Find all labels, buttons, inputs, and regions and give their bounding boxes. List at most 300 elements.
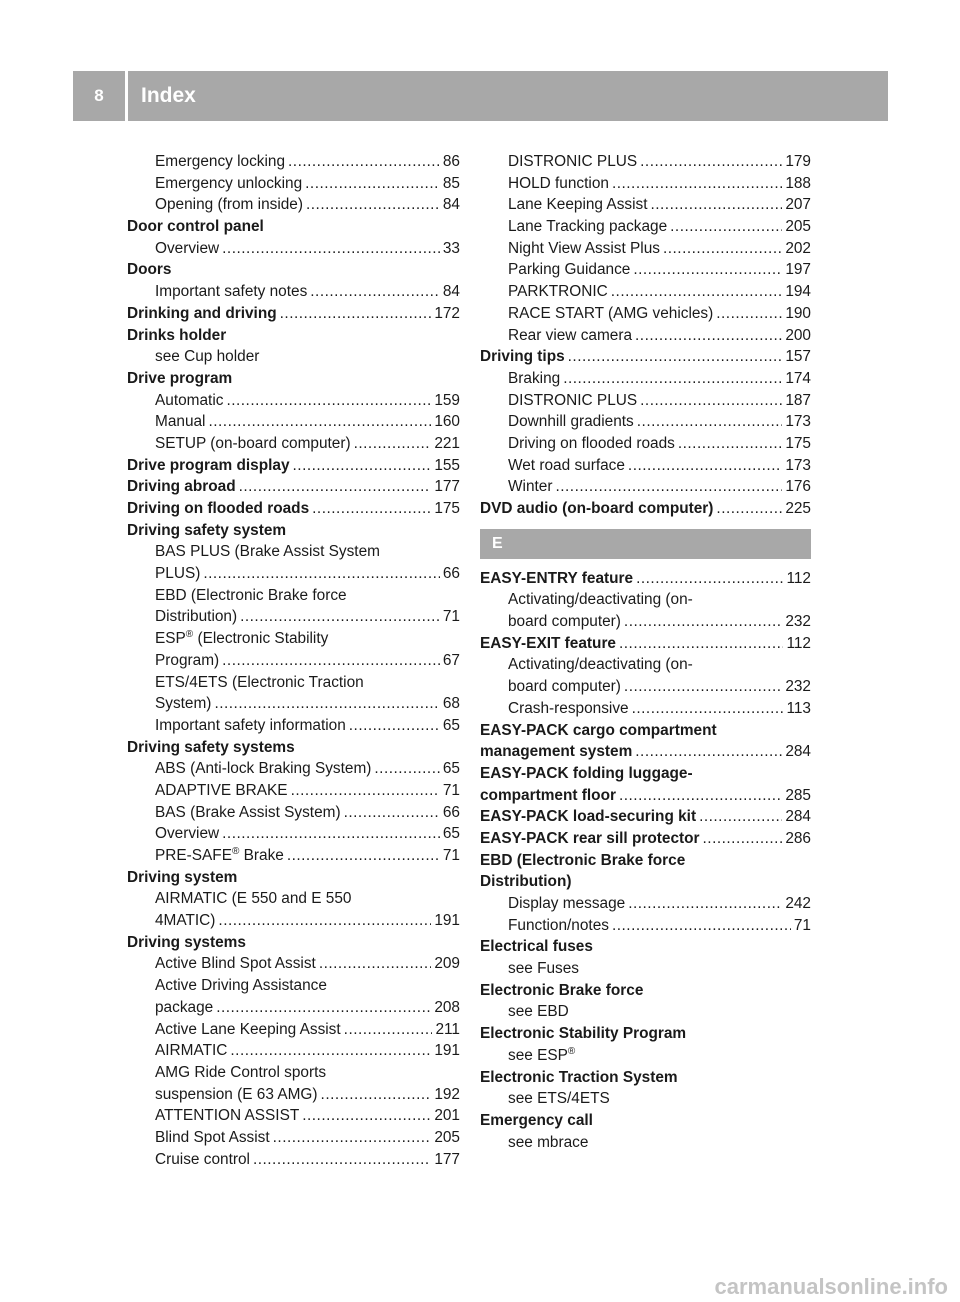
entry-text: Cruise control: [155, 1150, 250, 1168]
page-title: Index: [141, 84, 196, 107]
index-subentry: [127, 1062, 460, 1084]
entry-label: [155, 802, 341, 824]
entry-label: [508, 476, 552, 498]
entry-label: [508, 194, 647, 216]
dot-leader: [203, 563, 440, 585]
index-subentry: [480, 390, 811, 412]
entry-text: Driving safety system: [127, 521, 287, 539]
dot-leader: [703, 828, 783, 850]
page-reference: 190: [785, 304, 811, 322]
entry-label: [508, 368, 560, 390]
page-reference: 192: [434, 1085, 460, 1103]
page-reference: 172: [434, 304, 460, 322]
entry-text: PLUS): [155, 565, 201, 583]
index-subentry: [480, 259, 811, 281]
index-subentry: [480, 281, 811, 303]
page-reference: 68: [442, 695, 460, 713]
entry-label: [480, 1023, 686, 1045]
index-subentry: [127, 693, 460, 715]
index-subentry: [480, 238, 811, 260]
entry-text: PARKTRONIC: [508, 283, 608, 301]
page-reference: 112: [786, 569, 811, 587]
dot-leader: [291, 780, 440, 802]
entry-text: Parking Guidance: [508, 261, 631, 279]
dot-leader: [612, 173, 782, 195]
page-reference: 225: [785, 500, 811, 517]
entry-label: [127, 932, 246, 954]
entry-text: ATTENTION ASSIST: [155, 1107, 300, 1125]
entry-label: [155, 194, 303, 216]
index-subentry: [480, 915, 811, 937]
dot-leader: [670, 216, 782, 238]
page-reference: 66: [442, 565, 460, 583]
page-reference: 202: [785, 239, 811, 257]
index-subentry: [127, 1127, 460, 1149]
page-reference: 286: [785, 829, 811, 847]
index-subentry: [480, 368, 811, 390]
page-reference: 84: [442, 196, 460, 214]
page-reference: 113: [786, 699, 811, 717]
index-entry: [127, 932, 460, 954]
index-entry: [480, 936, 811, 958]
page-reference: 65: [442, 825, 460, 843]
page-reference: 160: [434, 413, 460, 431]
index-entry: [480, 720, 811, 742]
entry-text: Drive program display: [127, 456, 290, 474]
dot-leader: [319, 953, 431, 975]
index-subentry: [127, 1149, 460, 1171]
entry-label: [155, 541, 380, 563]
entry-label: [508, 173, 609, 195]
entry-text: Active Lane Keeping Assist: [155, 1020, 341, 1038]
page-reference: 211: [435, 1020, 460, 1038]
dot-leader: [563, 368, 782, 390]
entry-text: EASY-PACK folding luggage-: [480, 764, 693, 782]
index-subentry: [480, 173, 811, 195]
entry-text: Display message: [508, 895, 626, 912]
entry-label: [508, 455, 625, 477]
entry-text: management system: [480, 743, 633, 761]
page-reference: 187: [785, 391, 811, 409]
entry-label: [480, 1110, 593, 1132]
entry-label: [127, 325, 226, 347]
index-entry: [480, 806, 811, 828]
dot-leader: [555, 476, 782, 498]
entry-text: BAS (Brake Assist System): [155, 803, 341, 821]
page-reference: 65: [442, 760, 460, 778]
entry-text: Function/notes: [508, 916, 609, 934]
index-subentry: [127, 563, 460, 585]
index-subentry: [480, 303, 811, 325]
index-subentry: [127, 997, 460, 1019]
page-reference: 155: [434, 456, 460, 474]
entry-label: [508, 676, 621, 698]
page-reference: 174: [785, 369, 811, 387]
entry-text: PRE-SAFE: [155, 847, 232, 864]
entry-label: [480, 568, 633, 590]
entry-text: suspension (E 63 AMG): [155, 1085, 318, 1103]
index-entry: [480, 1110, 811, 1132]
index-subentry: [127, 823, 460, 845]
entry-text: Important safety notes: [155, 283, 308, 301]
page-reference: 85: [442, 174, 460, 192]
entry-text: DISTRONIC PLUS: [508, 153, 638, 170]
entry-label: [155, 1019, 341, 1041]
index-subentry: [480, 1001, 811, 1023]
entry-label: [480, 741, 632, 763]
entry-text: EBD (Electronic Brake force: [155, 586, 347, 604]
page-reference: 173: [785, 456, 811, 474]
entry-text: Driving on flooded roads: [127, 500, 310, 517]
index-entry: [127, 476, 460, 498]
registered-mark: ®: [185, 629, 194, 640]
entry-label: [127, 737, 295, 759]
page-reference: 285: [785, 786, 811, 804]
page-reference: 194: [785, 283, 811, 301]
entry-text-continued: (Electronic Stability: [193, 630, 329, 648]
entry-text: Electronic Traction System: [480, 1068, 678, 1086]
index-subentry: [127, 238, 460, 260]
entry-text: HOLD function: [508, 174, 609, 192]
index-subentry: [480, 151, 811, 173]
entry-text: Distribution): [155, 608, 238, 626]
dot-leader: [640, 151, 782, 173]
index-entry: [480, 1067, 811, 1089]
index-subentry: [480, 589, 811, 611]
index-subentry: [127, 1105, 460, 1127]
index-subentry: [127, 780, 460, 802]
dot-leader: [306, 194, 440, 216]
entry-label: [508, 325, 632, 347]
index-entry: [480, 763, 811, 785]
entry-text: Distribution): [480, 873, 572, 891]
entry-label: [508, 151, 637, 173]
entry-text: Activating/deactivating (on-: [508, 591, 693, 609]
entry-text: DVD audio (on-board computer): [480, 500, 714, 517]
entry-text: Electronic Brake force: [480, 981, 644, 999]
entry-text: Automatic: [155, 391, 224, 409]
entry-label: [508, 915, 609, 937]
entry-label: [508, 433, 675, 455]
page-reference: 221: [434, 434, 460, 452]
entry-text: 4MATIC): [155, 912, 216, 930]
entry-text: Door control panel: [127, 218, 264, 236]
index-subentry: [127, 845, 460, 867]
index-subentry: [127, 953, 460, 975]
page-reference: 175: [434, 500, 460, 517]
entry-text: Driving system: [127, 868, 238, 886]
page-header: [73, 71, 888, 121]
entry-text: Driving systems: [127, 933, 246, 951]
entry-text: Wet road surface: [508, 456, 625, 474]
entry-label: [155, 1127, 270, 1149]
entry-text: Crash-responsive: [508, 699, 629, 717]
page-reference: 205: [434, 1128, 460, 1146]
dot-leader: [624, 611, 782, 633]
entry-label: [127, 368, 232, 390]
page-reference: 207: [785, 196, 811, 214]
page-reference: 197: [785, 261, 811, 279]
page-reference: 205: [785, 218, 811, 236]
page-reference: 242: [785, 895, 811, 912]
index-column-right: [480, 151, 811, 1153]
dot-leader: [716, 303, 782, 325]
entry-text: Lane Tracking package: [508, 218, 668, 236]
dot-leader: [222, 650, 440, 672]
entry-text: EASY-ENTRY feature: [480, 569, 634, 587]
index-subentry: [127, 888, 460, 910]
dot-leader: [612, 915, 791, 937]
page-reference: 201: [434, 1107, 460, 1125]
dot-leader: [288, 151, 440, 173]
entry-text: EBD (Electronic Brake force: [480, 851, 686, 869]
index-subentry: [127, 975, 460, 997]
index-subentry: [127, 672, 460, 694]
entry-label: [480, 1067, 678, 1089]
entry-text: see Fuses: [508, 960, 580, 978]
entry-text: Important safety information: [155, 716, 346, 734]
entry-text: Overview: [155, 239, 220, 257]
index-entry: [127, 520, 460, 542]
entry-label: [480, 850, 685, 872]
entry-label: [155, 888, 351, 910]
index-entry: [480, 1023, 811, 1045]
index-subentry: [480, 476, 811, 498]
entry-label: [155, 433, 351, 455]
entry-text: EASY-PACK load-securing kit: [480, 808, 697, 826]
page-reference: 177: [434, 478, 460, 496]
page-reference: 177: [434, 1150, 460, 1168]
entry-text: Activating/deactivating (on-: [508, 656, 693, 674]
index-subentry: [480, 1045, 811, 1067]
entry-label: [508, 281, 608, 303]
entry-label: [508, 893, 625, 915]
index-subentry: [127, 1084, 460, 1106]
dot-leader: [222, 238, 440, 260]
entry-label: [155, 1084, 318, 1106]
entry-text: Manual: [155, 413, 206, 431]
entry-label: [155, 346, 259, 368]
entry-label: [480, 763, 693, 785]
dot-leader: [637, 411, 783, 433]
entry-label: [508, 303, 713, 325]
entry-text: see EBD: [508, 1003, 569, 1021]
entry-label: [480, 806, 696, 828]
page-reference: 200: [785, 326, 811, 344]
section-letter-header: E: [480, 529, 811, 559]
dot-leader: [640, 390, 782, 412]
entry-label: [480, 785, 616, 807]
entry-text: package: [155, 998, 214, 1016]
index-entry: [127, 325, 460, 347]
index-subentry: [127, 346, 460, 368]
index-entry: [127, 737, 460, 759]
entry-label: [155, 238, 219, 260]
entry-label: [480, 633, 616, 655]
page-reference: 191: [434, 912, 460, 930]
entry-text: see Cup holder: [155, 348, 260, 366]
entry-text: Braking: [508, 369, 561, 387]
dot-leader: [321, 1084, 432, 1106]
entry-text: Overview: [155, 825, 220, 843]
index-entry: [480, 568, 811, 590]
entry-text: Drinks holder: [127, 326, 227, 344]
index-subentry: [480, 216, 811, 238]
page-reference: 179: [785, 153, 811, 170]
dot-leader: [230, 1040, 431, 1062]
index-entry: [480, 741, 811, 763]
entry-label: [508, 238, 660, 260]
page-reference: 232: [785, 613, 811, 631]
page-reference: 71: [442, 847, 460, 864]
page-reference: 33: [442, 239, 460, 257]
entry-label: [155, 173, 302, 195]
entry-label: [155, 628, 328, 650]
index-subentry: [480, 194, 811, 216]
entry-text: board computer): [508, 678, 621, 696]
entry-label: [127, 259, 171, 281]
entry-text: ABS (Anti-lock Braking System): [155, 760, 372, 778]
page-reference: 175: [785, 434, 811, 452]
dot-leader: [208, 411, 431, 433]
entry-label: [127, 520, 286, 542]
dot-leader: [632, 698, 784, 720]
entry-text: Blind Spot Assist: [155, 1128, 270, 1146]
dot-leader: [650, 194, 782, 216]
entry-label: [480, 720, 717, 742]
dot-leader: [218, 910, 431, 932]
entry-label: [508, 698, 629, 720]
entry-text: Electronic Stability Program: [480, 1025, 687, 1043]
entry-label: [127, 455, 290, 477]
index-subentry: [127, 585, 460, 607]
index-subentry: [127, 1040, 460, 1062]
entry-label: [508, 1132, 588, 1154]
index-subentry: [480, 893, 811, 915]
entry-label: [480, 980, 643, 1002]
index-subentry: [127, 802, 460, 824]
dot-leader: [240, 606, 440, 628]
entry-text: Program): [155, 651, 220, 669]
page-reference: 71: [442, 781, 460, 799]
entry-label: [480, 828, 700, 850]
dot-leader: [628, 893, 782, 915]
dot-leader: [344, 1019, 433, 1041]
entry-label: [155, 1149, 250, 1171]
page-reference: 173: [785, 413, 811, 431]
entry-label: [508, 1001, 569, 1023]
index-entry: [480, 828, 811, 850]
page-reference: 157: [785, 348, 811, 366]
entry-text: AMG Ride Control sports: [155, 1063, 327, 1081]
dot-leader: [628, 455, 782, 477]
dot-leader: [305, 173, 440, 195]
page-reference: 191: [434, 1042, 460, 1060]
entry-text: Active Driving Assistance: [155, 977, 327, 995]
entry-label: [480, 871, 571, 893]
entry-label: [508, 958, 579, 980]
index-subentry: [127, 650, 460, 672]
index-subentry: [480, 958, 811, 980]
entry-label: [127, 476, 236, 498]
entry-label: [127, 303, 277, 325]
index-entry: [480, 633, 811, 655]
page-reference: 284: [785, 808, 811, 826]
page-reference: 67: [442, 651, 460, 669]
entry-label: [155, 411, 205, 433]
dot-leader: [699, 806, 782, 828]
entry-label: [480, 346, 565, 368]
dot-leader: [611, 281, 783, 303]
page-reference: 71: [442, 608, 460, 626]
dot-leader: [349, 715, 440, 737]
registered-mark: ®: [231, 845, 240, 857]
index-subentry: [480, 433, 811, 455]
dot-leader: [624, 676, 782, 698]
entry-label: [127, 216, 264, 238]
entry-label: [155, 997, 213, 1019]
index-subentry: [480, 676, 811, 698]
index-entry: [127, 368, 460, 390]
index-subentry: [480, 698, 811, 720]
entry-label: [508, 1045, 575, 1067]
page-reference: 284: [785, 743, 811, 761]
index-subentry: [127, 758, 460, 780]
index-subentry: [127, 1019, 460, 1041]
entry-text: Downhill gradients: [508, 413, 634, 431]
entry-label: [480, 498, 713, 520]
entry-text: BAS PLUS (Brake Assist System: [155, 543, 380, 561]
dot-leader: [293, 455, 432, 477]
entry-text: Emergency unlocking: [155, 174, 303, 192]
entry-text: board computer): [508, 613, 621, 631]
dot-leader: [354, 433, 432, 455]
dot-leader: [310, 281, 440, 303]
page-reference: 86: [442, 153, 460, 170]
entry-label: [155, 953, 316, 975]
entry-label: [508, 411, 634, 433]
registered-mark: ®: [567, 1045, 576, 1057]
entry-text: Lane Keeping Assist: [508, 196, 648, 214]
entry-text: Driving tips: [480, 348, 565, 366]
entry-text: Rear view camera: [508, 326, 633, 344]
dot-leader: [280, 303, 432, 325]
index-subentry: [127, 910, 460, 932]
entry-text: Driving abroad: [127, 478, 236, 496]
page-reference: 232: [785, 678, 811, 696]
dot-leader: [226, 390, 431, 412]
entry-text: AIRMATIC: [155, 1042, 228, 1060]
entry-label: [155, 823, 219, 845]
entry-label: [155, 715, 346, 737]
entry-text: Emergency locking: [155, 153, 286, 170]
index-entry: [127, 867, 460, 889]
page-reference: 84: [442, 283, 460, 301]
dot-leader: [568, 346, 783, 368]
index-entry: [127, 455, 460, 477]
entry-label: [155, 845, 284, 867]
entry-label: [155, 910, 215, 932]
entry-label: [508, 654, 693, 676]
entry-label: [155, 1040, 227, 1062]
index-subentry: [127, 411, 460, 433]
page-reference: 159: [434, 391, 460, 409]
page-reference: 188: [785, 174, 811, 192]
index-subentry: [480, 1088, 811, 1110]
entry-text: ESP: [155, 630, 186, 648]
index-subentry: [127, 433, 460, 455]
dot-leader: [374, 758, 439, 780]
